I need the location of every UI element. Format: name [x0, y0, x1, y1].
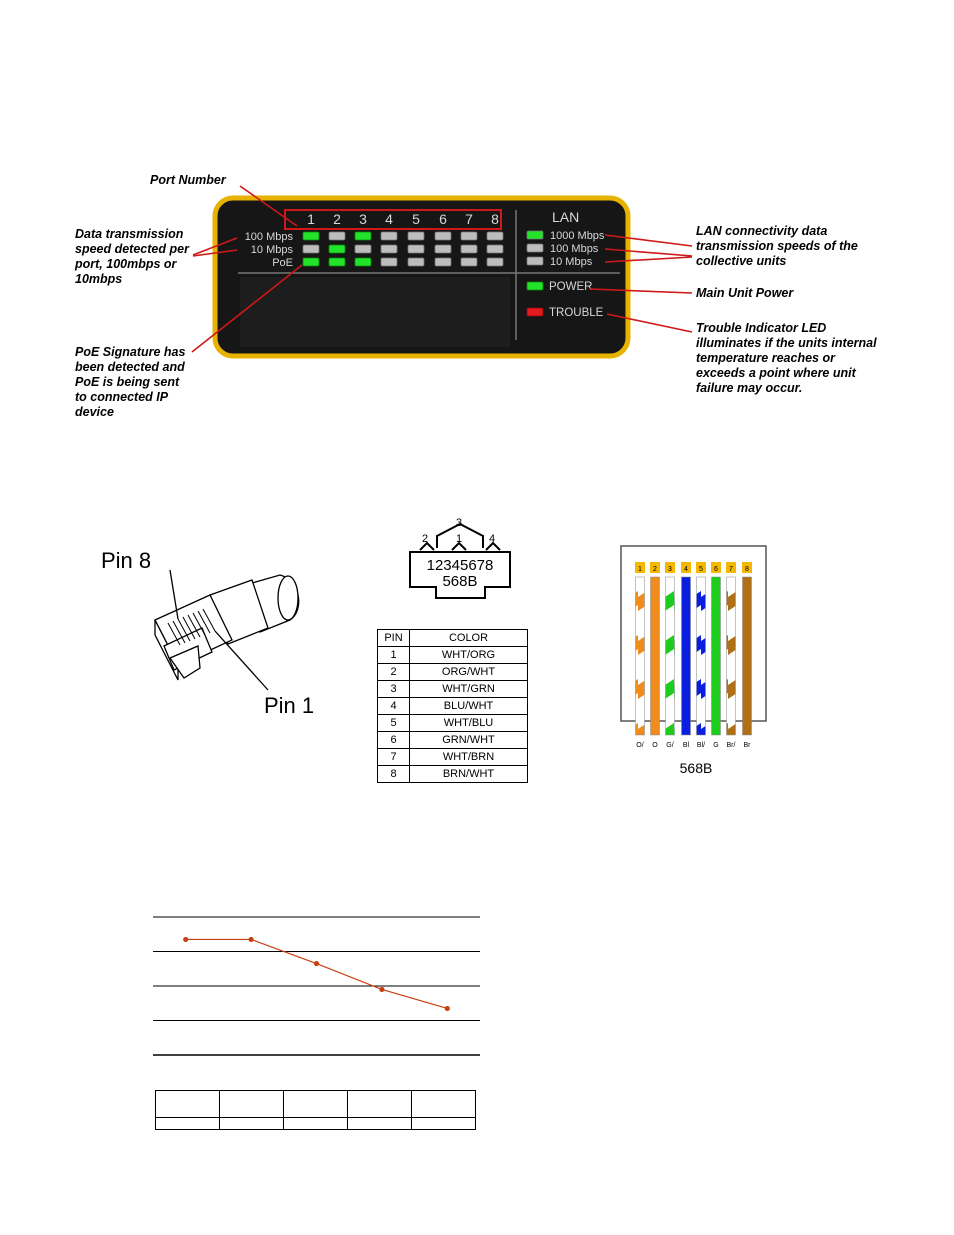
led-port6-row2 — [435, 245, 451, 253]
pin-cell: 1 — [378, 647, 410, 664]
cable-end — [278, 576, 298, 620]
table-cell — [284, 1118, 348, 1130]
lan-led-2 — [527, 257, 543, 265]
pair-number-1: 1 — [456, 533, 463, 545]
table-row — [378, 647, 528, 664]
color-cell: GRN/WHT — [410, 732, 528, 749]
trouble-label: TROUBLE — [549, 307, 604, 319]
table-cell — [220, 1091, 284, 1118]
led-port2-row1 — [329, 232, 345, 240]
port-number-5: 5 — [412, 211, 420, 227]
color-cell: WHT/GRN — [410, 681, 528, 698]
port-number-6: 6 — [439, 211, 447, 227]
lan-label-0: 1000 Mbps — [550, 230, 605, 242]
led-port1-row2 — [303, 245, 319, 253]
pair-number-3: 3 — [456, 517, 463, 529]
wire-label-6: G — [713, 742, 719, 749]
port-number-7: 7 — [465, 211, 473, 227]
wiring-568b-diagram — [620, 545, 770, 780]
table-cell — [412, 1091, 476, 1118]
row-label-1: 10 Mbps — [250, 244, 293, 256]
pin-box-number-7: 7 — [729, 566, 733, 573]
table-row — [378, 749, 528, 766]
power-label: POWER — [549, 281, 593, 293]
wire-label-8: Br — [743, 742, 751, 749]
led-port4-row1 — [381, 232, 397, 240]
pin1-leader — [215, 631, 268, 690]
table-row — [378, 732, 528, 749]
pin-box-number-8: 8 — [745, 566, 749, 573]
data-point-2 — [249, 937, 254, 942]
pin-cell: 6 — [378, 732, 410, 749]
pin-cell: 2 — [378, 664, 410, 681]
led-port5-row3 — [408, 258, 424, 266]
led-port3-row3 — [355, 258, 371, 266]
wire-label-4: Bl — [682, 742, 690, 749]
data-point-4 — [379, 987, 384, 992]
callout-trouble: Trouble Indicator LED illuminates if the units internal temperature reaches or exceeds a point where unit failure may occur. — [696, 321, 877, 395]
pair-number-2: 2 — [422, 533, 429, 545]
trouble-led — [527, 308, 543, 316]
pair-number-4: 4 — [489, 533, 496, 545]
wire-8 — [743, 577, 752, 735]
data-point-1 — [183, 937, 188, 942]
wire-label-7: Br/ — [726, 742, 736, 749]
table-cell — [220, 1118, 284, 1130]
wiring-standard-label: 568B — [679, 760, 713, 776]
table-cell — [348, 1118, 412, 1130]
pin1-label: Pin 1 — [264, 693, 315, 718]
wire-label-2: O — [652, 742, 658, 749]
callout-main-power: Main Unit Power — [696, 286, 794, 300]
port-number-2: 2 — [333, 211, 341, 227]
wire-label-3: G/ — [666, 742, 674, 749]
led-port6-row3 — [435, 258, 451, 266]
led-port8-row3 — [487, 258, 503, 266]
pin-box-number-1: 1 — [638, 566, 642, 573]
row-label-2: PoE — [272, 257, 293, 269]
callout-data-speed: Data transmission speed detected per port, 100mbps or 10mbps — [75, 227, 189, 286]
pin-header: PIN — [378, 630, 410, 647]
led-port3-row2 — [355, 245, 371, 253]
table-row — [156, 1118, 476, 1130]
pin-box-number-3: 3 — [668, 566, 672, 573]
led-port8-row1 — [487, 232, 503, 240]
pin-box-number-5: 5 — [699, 566, 703, 573]
callout-lan-speed: LAN connectivity data transmission speeds of the collective units — [696, 224, 858, 268]
color-cell: WHT/BLU — [410, 715, 528, 732]
callout-poe: PoE Signature has been detected and PoE is being sent to connected IP device — [75, 345, 186, 419]
data-point-3 — [314, 961, 319, 966]
pin-box-number-4: 4 — [684, 566, 688, 573]
table-cell — [348, 1091, 412, 1118]
table-row — [156, 1091, 476, 1118]
table-cell — [284, 1091, 348, 1118]
wire-2 — [651, 577, 660, 735]
pin-color-table — [377, 629, 528, 783]
table-row — [378, 715, 528, 732]
wire-7 — [727, 577, 736, 735]
led-port5-row2 — [408, 245, 424, 253]
pin-table-header — [378, 630, 528, 647]
led-port4-row3 — [381, 258, 397, 266]
led-port3-row1 — [355, 232, 371, 240]
led-port2-row3 — [329, 258, 345, 266]
led-port1-row3 — [303, 258, 319, 266]
table-row — [378, 766, 528, 783]
pin8-label: Pin 8 — [101, 548, 152, 573]
led-port7-row2 — [461, 245, 477, 253]
lan-led-0 — [527, 231, 543, 239]
chart-data-table — [155, 1090, 476, 1130]
pin-cell: 8 — [378, 766, 410, 783]
lan-title: LAN — [552, 209, 580, 225]
pin-cell: 4 — [378, 698, 410, 715]
color-cell: ORG/WHT — [410, 664, 528, 681]
color-cell: WHT/BRN — [410, 749, 528, 766]
pin-cell: 5 — [378, 715, 410, 732]
wire-4 — [682, 577, 691, 735]
jack-standard-text: 568B — [442, 573, 478, 590]
jack-pair-diagram — [400, 512, 520, 604]
led-port7-row1 — [461, 232, 477, 240]
lan-label-1: 100 Mbps — [550, 243, 599, 255]
color-cell: BRN/WHT — [410, 766, 528, 783]
table-cell — [156, 1118, 220, 1130]
pin-cell: 3 — [378, 681, 410, 698]
table-cell — [156, 1091, 220, 1118]
port-number-3: 3 — [359, 211, 367, 227]
table-row — [378, 698, 528, 715]
callout-port-number: Port Number — [150, 173, 226, 187]
led-port8-row2 — [487, 245, 503, 253]
wire-label-5: Bl/ — [696, 742, 706, 749]
power-led — [527, 282, 543, 290]
lan-label-2: 10 Mbps — [550, 256, 593, 268]
led-port2-row2 — [329, 245, 345, 253]
series-line — [186, 939, 448, 1008]
port-number-1: 1 — [307, 211, 315, 227]
pin-box-number-6: 6 — [714, 566, 718, 573]
color-cell: WHT/ORG — [410, 647, 528, 664]
pin-box-number-2: 2 — [653, 566, 657, 573]
panel-lower-texture — [240, 277, 510, 347]
color-header: COLOR — [410, 630, 528, 647]
table-cell — [412, 1118, 476, 1130]
wire-label-1: O/ — [636, 742, 644, 749]
led-port7-row3 — [461, 258, 477, 266]
port-number-8: 8 — [491, 211, 499, 227]
port-number-4: 4 — [385, 211, 393, 227]
wire-6 — [712, 577, 721, 735]
table-row — [378, 664, 528, 681]
wire-5 — [697, 577, 706, 735]
data-point-5 — [445, 1006, 450, 1011]
rj45-connector-illustration — [140, 540, 340, 710]
led-port6-row1 — [435, 232, 451, 240]
wire-3 — [666, 577, 675, 735]
pin-cell: 7 — [378, 749, 410, 766]
color-cell: BLU/WHT — [410, 698, 528, 715]
table-row — [378, 681, 528, 698]
led-port5-row1 — [408, 232, 424, 240]
led-port4-row2 — [381, 245, 397, 253]
jack-pins-text: 12345678 — [426, 557, 494, 574]
lan-led-1 — [527, 244, 543, 252]
line-chart — [150, 910, 485, 1065]
wire-1 — [636, 577, 645, 735]
led-port1-row1 — [303, 232, 319, 240]
row-label-0: 100 Mbps — [244, 231, 293, 243]
